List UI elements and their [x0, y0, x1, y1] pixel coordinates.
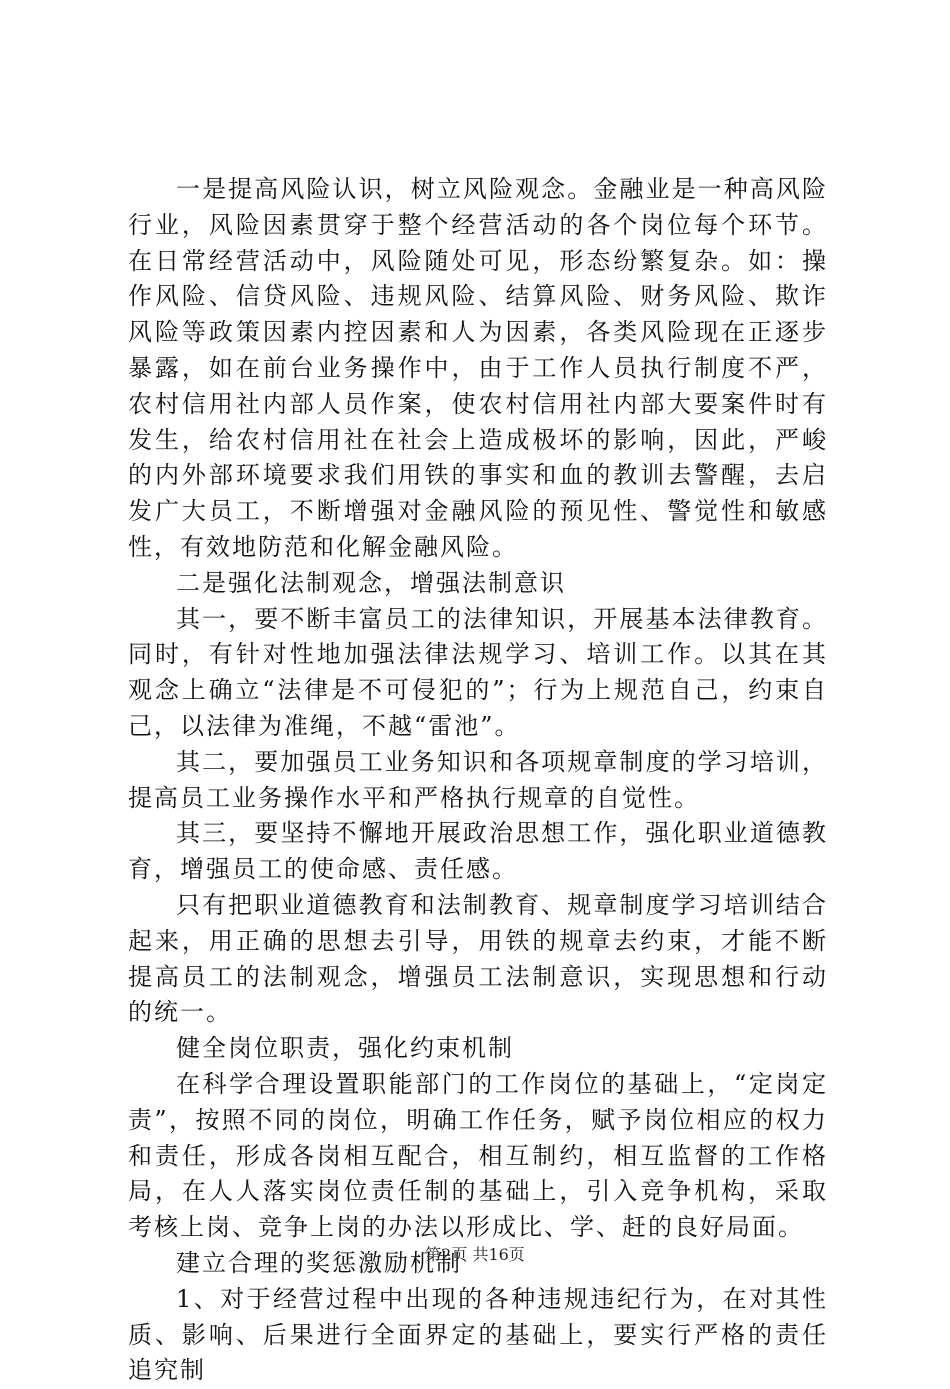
heading-job-responsibility: 健全岗位职责，强化约束机制	[176, 1034, 514, 1063]
paragraph-combined-education: 只有把职业道德教育和法制教育、规章制度学习培训结合起来，用正确的思想去引导，用铁的规章去约束，才能不断提高员工的法制观念，增强员工法制意识，实现思想和行动的统一。	[128, 890, 828, 1027]
paragraph-second-measure: 其二，要加强员工业务知识和各项规章制度的学习培训，提高员工业务操作水平和严格执行规章的自觉性。	[128, 747, 828, 812]
document-body	[128, 172, 828, 1389]
paragraph-first-measure: 其一，要不断丰富员工的法律知识，开展基本法律教育。同时，有针对性地加强法律法规学习、培训工作。以其在其观念上确立“法律是不可侵犯的”；行为上规范自己，约束自己，以法律为准绳，不越“雷池”。	[128, 604, 828, 740]
paragraph-accountability: 1、对于经营过程中出现的各种违规违纪行为，在对其性质、影响、后果进行全面界定的基础上，要实行严格的责任追究制	[128, 1284, 828, 1385]
page-number-label: 第2页 共16页	[425, 1245, 525, 1264]
page-footer	[0, 1245, 950, 1265]
paragraph-third-measure: 其三，要坚持不懈地开展政治思想工作，强化职业道德教育，增强员工的使命感、责任感。	[128, 819, 828, 884]
paragraph-job-responsibility: 在科学合理设置职能部门的工作岗位的基础上，“定岗定责”，按照不同的岗位，明确工作任务，赋予岗位相应的权力和责任，形成各岗相互配合，相互制约，相互监督的工作格局，在人人落实岗位责任制的基础上，引入竞争机构，采取考核上岗、竞争上岗的办法以形成比、学、赶的良好局面。	[128, 1069, 828, 1242]
heading-incentive-mechanism: 建立合理的奖惩激励机制	[176, 1248, 462, 1277]
heading-legal-awareness: 二是强化法制观念，增强法制意识	[176, 568, 566, 597]
paragraph-risk-awareness: 一是提高风险认识，树立风险观念。金融业是一种高风险行业，风险因素贯穿于整个经营活动的各个岗位每个环节。在日常经营活动中，风险随处可见，形态纷繁复杂。如：操作风险、信贷风险、违规风险、结算风险、财务风险、欺诈风险等政策因素内控因素和人为因素，各类风险现在正逐步暴露，如在前台业务操作中，由于工作人员执行制度不严，农村信用社内部人员作案，使农村信用社内部大要案件时有发生，给农村信用社在社会上造成极坏的影响，因此，严峻的内外部环境要求我们用铁的事实和血的教训去警醒，去启发广大员工，不断增强对金融风险的预见性、警觉性和敏感性，有效地防范和化解金融风险。	[128, 175, 828, 561]
